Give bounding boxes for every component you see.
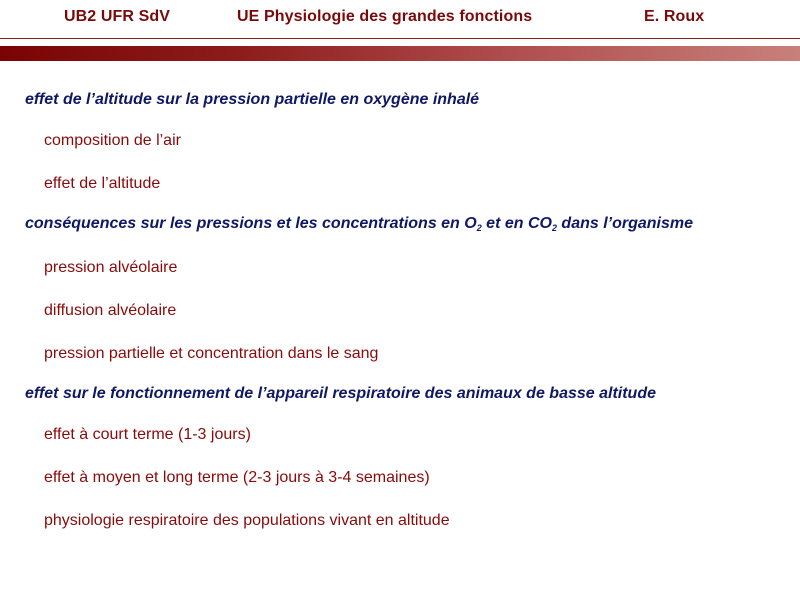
list-item: effet à court terme (1-3 jours) <box>44 426 251 443</box>
list-item: effet de l’altitude <box>44 175 161 192</box>
section-title-1: effet de l’altitude sur la pression partielle en oxygène inhalé <box>25 91 480 108</box>
list-item: diffusion alvéolaire <box>44 302 177 319</box>
header-unit: UE Physiologie des grandes fonctions <box>237 8 533 25</box>
section-title-2-part2: et en CO <box>481 215 552 232</box>
section-title-2 <box>25 215 693 233</box>
subscript-2: 2 <box>551 223 557 233</box>
list-item: effet à moyen et long terme (2-3 jours à 3-4 semaines) <box>44 469 430 486</box>
list-item: composition de l’air <box>44 132 181 149</box>
section-title-2-part3: dans l’organisme <box>556 215 694 232</box>
section-title-2-part1: conséquences sur les pressions et les concentrations en O <box>25 215 477 232</box>
list-item: physiologie respiratoire des populations vivant en altitude <box>44 512 450 529</box>
list-item: pression alvéolaire <box>44 259 178 276</box>
list-item: pression partielle et concentration dans le sang <box>44 345 379 362</box>
header-author: E. Roux <box>644 8 705 25</box>
header-course: UB2 UFR SdV <box>64 8 170 25</box>
subscript-2: 2 <box>476 223 482 233</box>
section-title-3: effet sur le fonctionnement de l’appareil respiratoire des animaux de basse altitude <box>25 385 656 402</box>
